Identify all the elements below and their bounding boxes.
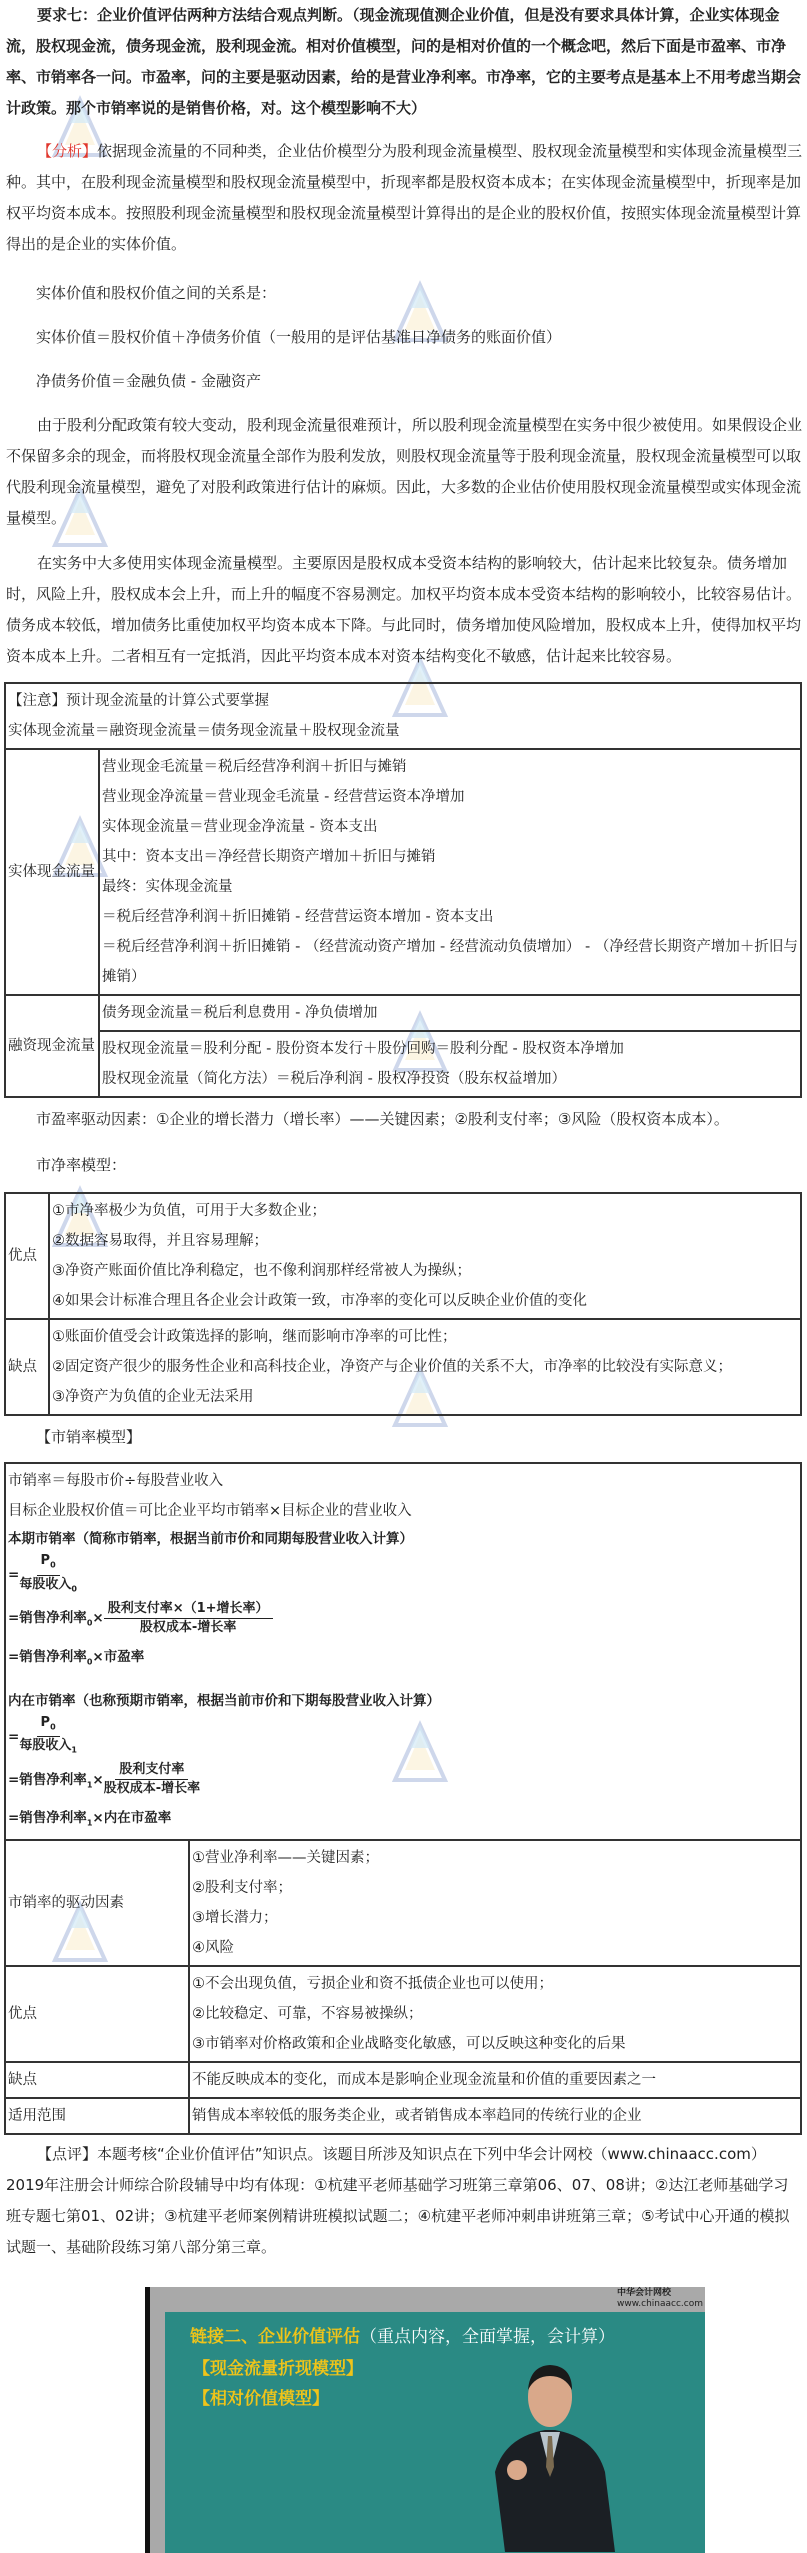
driver-item: ④风险: [192, 1940, 234, 1957]
equity-cashflow: [99, 1031, 801, 1097]
video-item-1: 【现金流量折现模型】: [193, 2359, 363, 2380]
ps-pro-item: ②比较稳定、可靠，不容易被操纵；: [192, 2006, 423, 2023]
times: ×: [92, 1810, 104, 1827]
pb-con-item: ③净资产为负值的企业无法采用: [52, 1389, 254, 1405]
eps: 每股收入: [19, 1738, 72, 1754]
ps-pro-item: ③市销率对价格政策和企业战略变化敏感，可以反映这种变化的后果: [192, 2036, 626, 2053]
times: ×: [92, 1648, 104, 1665]
pb-pro-item: ③净资产账面价值比净利稳定，也不像利润那样经常被人为操纵；: [52, 1263, 471, 1279]
video-heading: [190, 2322, 615, 2347]
numerator: 股利支付率: [115, 1761, 188, 1780]
pb-pro-item: ②数据容易取得，并且容易理解；: [52, 1233, 268, 1249]
current-ps-f3: [8, 1644, 798, 1676]
entity-line: ＝税后经营净利润＋折旧摊销 - （经营流动资产增加 - 经营流动负债增加） - （净经营长期资产增加＋折旧与摊销）: [102, 939, 798, 985]
fraction: [104, 1600, 273, 1637]
denominator: 股权成本-增长率: [139, 1619, 237, 1635]
heading-note: （重点内容，全面掌握，会计算）: [360, 2327, 615, 2348]
requirement-intro: 要求七：企业价值评估两种方法结合观点判断。（现金流现值测企业价值，但是没有要求具体计算，企业实体现金流，股权现金流，债务现金流，股利现金流。相对价值模型，问的是相对价值的一个概念吧，然后下面是市盈率、市净率、市销率各一问。市盈率，问的主要是驱动因素，给的是营业净利率。市净率，它的主要考点是基本上不用考虑当期会计政策。那个市销率说的是销售价格，对。这个模型影响不大）: [6, 6, 802, 117]
subscript: 0: [86, 1657, 93, 1667]
ps-pros: [189, 1966, 801, 2062]
lecture-video[interactable]: [145, 2287, 705, 2553]
ps-definition: 市销率＝每股市价÷每股营业收入: [8, 1473, 224, 1489]
analysis-text: 依据现金流量的不同种类，企业估价模型分为股利现金流量模型、股权现金流量模型和实体现金流量模型三种。其中，在股利现金流量模型和股权现金流量模型中，折现率都是股权资本成本；在实体现金流量模型中，折现率是加权平均资本成本。按照股利现金流量模型和股权现金流量模型计算得出的是企业的股权价值，按照实体现金流量模型计算得出的是企业的实体价值。: [6, 142, 803, 253]
ps-pro-item: ①不会出现负值，亏损企业和资不抵债企业也可以使用；: [192, 1976, 553, 1993]
lecturer-figure-icon: [465, 2352, 635, 2552]
net-profit-margin: =销售净利率: [8, 1771, 87, 1788]
cashflow-summary: 实体现金流量＝融资现金流量＝债务现金流量＋股权现金流量: [8, 723, 400, 739]
net-profit-margin: =销售净利率: [8, 1610, 87, 1627]
analysis-tag: 【分析】: [37, 142, 98, 160]
video-item-2: 【相对价值模型】: [193, 2389, 329, 2410]
heading-text: 链接二、企业价值评估: [190, 2327, 360, 2348]
current-ps-f1: [8, 1552, 798, 1598]
eps: 每股收入: [19, 1576, 72, 1592]
equals: =: [8, 1728, 20, 1745]
video-logo: [617, 2288, 703, 2310]
pe: 市盈率: [103, 1648, 145, 1665]
entity-cashflow-label: 实体现金流量: [5, 749, 99, 995]
net-debt-formula: 净债务价值＝金融负债 - 金融资产: [36, 372, 261, 390]
times: ×: [92, 1771, 104, 1788]
analysis-paragraph: [6, 136, 803, 260]
pb-pros: [49, 1193, 801, 1319]
ps-scope-label: 适用范围: [5, 2098, 189, 2134]
pb-con-item: ②固定资产很少的服务性企业和高科技企业，净资产与企业价值的关系不大，市净率的比较没有实际意义；: [52, 1359, 732, 1375]
ps-cons-label: 缺点: [5, 2062, 189, 2098]
ps-formulas: [5, 1463, 801, 1840]
price: P: [40, 1553, 51, 1568]
fraction: [19, 1552, 77, 1598]
ps-scope: 销售成本率较低的服务类企业，或者销售成本率趋同的传统行业的企业: [189, 2098, 801, 2134]
finance-cashflow-label: 融资现金流量: [5, 995, 99, 1097]
subscript: 0: [71, 1584, 77, 1594]
entity-value-formula: 实体价值＝股权价值＋净债务价值（一般用的是评估基准日净债务的账面价值）: [36, 328, 562, 346]
fraction: [19, 1714, 77, 1760]
ps-title: 【市销率模型】: [36, 1428, 142, 1446]
logo-name: 中华会计网校: [617, 2288, 672, 2299]
pb-table: [4, 1192, 802, 1416]
subscript: 0: [50, 1560, 56, 1570]
subscript: 1: [86, 1780, 93, 1790]
intrinsic-ps-f2: [8, 1760, 798, 1806]
pb-cons-label: 缺点: [5, 1319, 49, 1415]
teaching-board: [165, 2312, 705, 2553]
comment-paragraph: 【点评】本题考核“企业价值评估”知识点。该题目所涉及知识点在下列中华会计网校（www.chinaacc.com）2019年注册会计师综合阶段辅导中均有体现：①杭建平老师基础学习班第三章第06、07、08讲；②达江老师基础学习班专题七第01、02讲；③杭建平老师案例精讲班模拟试题二；④杭建平老师冲刺串讲班第三章；⑤考试中心开通的模拟试题一、基础阶段练习第八部分第三章。: [6, 2145, 790, 2257]
denominator: 股权成本-增长率: [103, 1781, 201, 1797]
pb-con-item: ①账面价值受会计政策选择的影响，继而影响市净率的可比性；: [52, 1329, 457, 1345]
pb-pro-item: ①市净率极少为负值，可用于大多数企业；: [52, 1203, 326, 1219]
entity-line: 最终：实体现金流量: [102, 879, 233, 895]
entity-line: 其中：资本支出＝净经营长期资产增加＋折旧与摊销: [102, 849, 436, 865]
entity-line: 实体现金流量＝营业现金净流量 - 资本支出: [102, 819, 378, 835]
intrinsic-pe: 内在市盈率: [103, 1810, 172, 1827]
ps-cons: 不能反映成本的变化，而成本是影响企业现金流量和价值的重要因素之一: [189, 2062, 801, 2098]
entity-line: ＝税后经营净利润＋折旧摊销 - 经营营运资本增加 - 资本支出: [102, 909, 494, 925]
driver-item: ①营业净利率——关键因素；: [192, 1850, 379, 1867]
entity-line: 营业现金净流量＝营业现金毛流量 - 经营营运资本净增加: [102, 789, 465, 805]
pb-pros-label: 优点: [5, 1193, 49, 1319]
subscript: 1: [71, 1745, 77, 1755]
ps-target-value: 目标企业股权价值＝可比企业平均市销率×目标企业的营业收入: [8, 1503, 412, 1519]
intrinsic-ps-f1: [8, 1714, 798, 1760]
ps-drivers: [189, 1840, 801, 1966]
cashflow-note-cell: [5, 683, 801, 749]
cashflow-table: [4, 682, 802, 1098]
logo-url: www.chinaacc.com: [617, 2299, 703, 2310]
ps-pros-label: 优点: [5, 1966, 189, 2062]
subscript: 1: [86, 1819, 93, 1829]
pb-pro-item: ④如果会计标准合理且各企业会计政策一致，市净率的变化可以反映企业价值的变化: [52, 1293, 587, 1309]
fraction: [104, 1761, 200, 1798]
pb-title: 市净率模型：: [36, 1156, 127, 1174]
equity-line: 股权现金流量（简化方法）＝税后净利润 - 股权净投资（股东权益增加）: [102, 1071, 566, 1087]
subscript: 0: [86, 1618, 93, 1628]
entity-cashflow-lines: [99, 749, 801, 995]
relation-title: 实体价值和股权价值之间的关系是：: [36, 284, 277, 302]
intrinsic-ps-f3: [8, 1805, 798, 1837]
intrinsic-ps-title: 内在市销率（也称预期市销率，根据当前市价和下期每股营业收入计算）: [8, 1692, 440, 1709]
subscript: 0: [50, 1722, 56, 1732]
pe-drivers: 市盈率驱动因素：①企业的增长潜力（增长率）——关键因素；②股利支付率；③风险（股权资本成本）。: [36, 1110, 729, 1128]
driver-item: ③增长潜力；: [192, 1910, 278, 1927]
current-ps-f2: [8, 1598, 798, 1644]
dividend-paragraph: 由于股利分配政策有较大变动，股利现金流量很难预计，所以股利现金流量模型在实务中很少被使用。如果假设企业不保留多余的现金，而将股权现金流量全部作为股利发放，则股权现金流量等于股利现金流量，股权现金流量模型可以取代股利现金流量模型，避免了对股利政策进行估计的麻烦。因此，大多数的企业估价使用股权现金流量模型或实体现金流量模型。: [6, 416, 803, 527]
cashflow-note: 【注意】预计现金流量的计算公式要掌握: [8, 693, 269, 709]
times: ×: [92, 1610, 104, 1627]
net-profit-margin: =销售净利率: [8, 1648, 87, 1665]
net-profit-margin: =销售净利率: [8, 1810, 87, 1827]
price: P: [40, 1714, 51, 1730]
debt-cashflow: 债务现金流量＝税后利息费用 - 净负债增加: [99, 995, 801, 1031]
equity-line: 股权现金流量＝股利分配 - 股份资本发行＋股份回购＝股利分配 - 股权资本净增加: [102, 1041, 624, 1057]
ps-table: [4, 1462, 802, 2135]
equals: =: [8, 1567, 20, 1584]
entity-line: 营业现金毛流量＝税后经营净利润＋折旧与摊销: [102, 759, 407, 775]
driver-item: ②股利支付率；: [192, 1880, 292, 1897]
current-ps-title: 本期市销率（简称市销率，根据当前市价和同期每股营业收入计算）: [8, 1531, 413, 1547]
practice-paragraph: 在实务中大多使用实体现金流量模型。主要原因是股权成本受资本结构的影响较大，估计起来比较复杂。债务增加时，风险上升，股权成本会上升，而上升的幅度不容易测定。加权平均资本成本受资本结构的影响较小，比较容易估计。债务成本较低，增加债务比重使加权平均资本成本下降。与此同时，债务增加使风险增加，股权成本上升，使得加权平均资本成本上升。二者相互有一定抵消，因此平均资本成本对资本结构变化不敏感，估计起来比较容易。: [6, 554, 802, 665]
numerator: 股利支付率×（1+增长率）: [104, 1600, 273, 1619]
ps-drivers-label: 市销率的驱动因素: [5, 1840, 189, 1966]
pb-cons: [49, 1319, 801, 1415]
